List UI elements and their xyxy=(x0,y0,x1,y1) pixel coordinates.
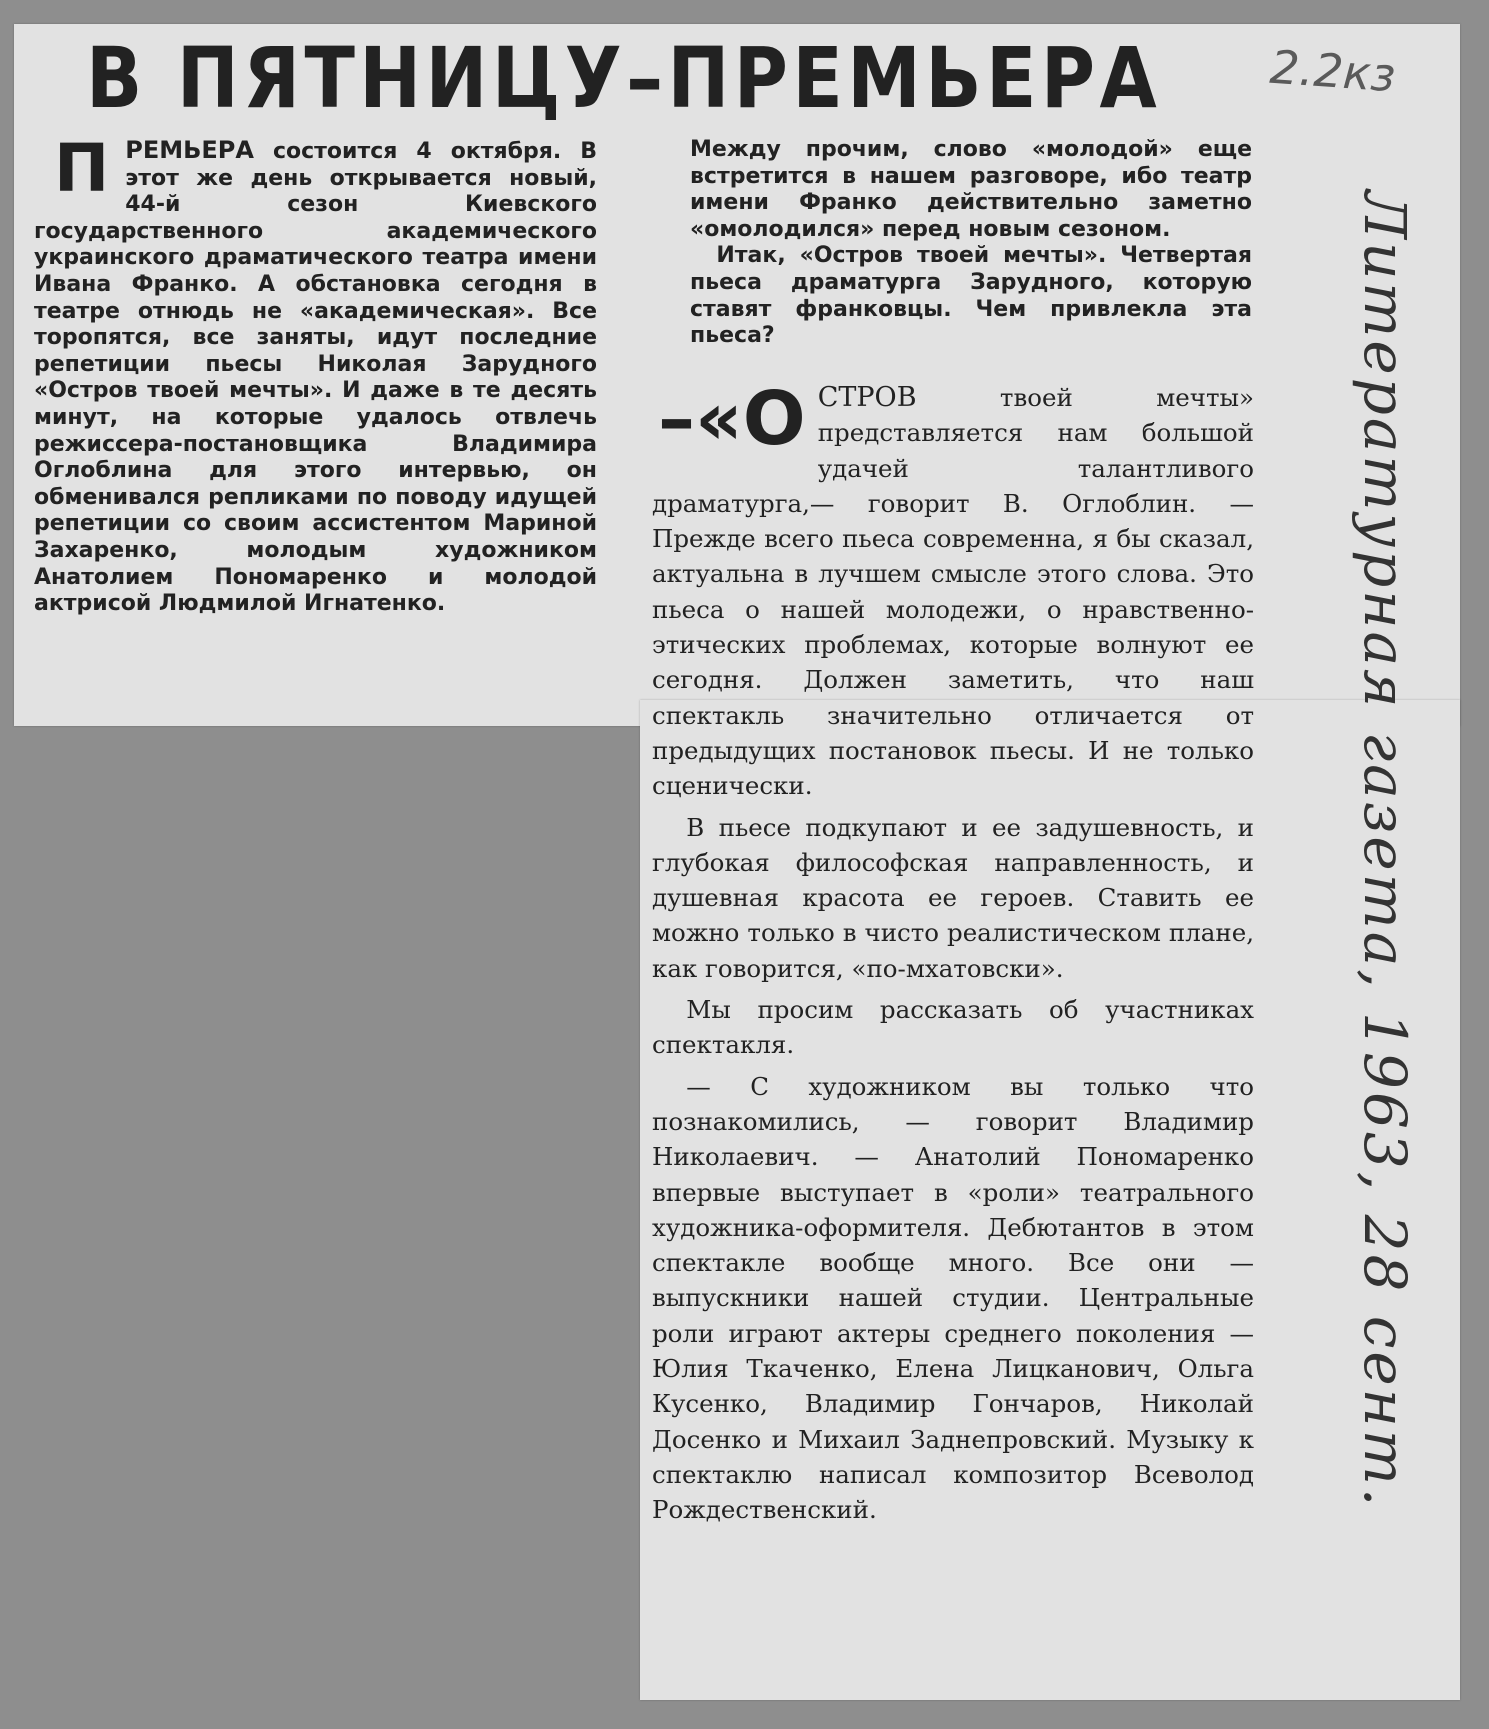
handwritten-source-note: Литературная газета, 1963, 28 сент. xyxy=(1351,190,1419,1510)
article-headline: В ПЯТНИЦУ–ПРЕМЬЕРА xyxy=(86,29,1162,127)
lead-word: РЕМЬЕРА xyxy=(125,136,254,164)
dropcap-quote: –«О xyxy=(658,376,806,462)
lead-word: СТРОВ xyxy=(817,382,917,413)
interview-paragraph xyxy=(652,376,1254,804)
interview-paragraph: Мы просим рассказать об участниках спектакля. xyxy=(652,995,1254,1060)
left-column xyxy=(34,130,597,618)
dropcap-letter: П xyxy=(54,130,110,207)
right-column-intro xyxy=(690,137,1252,350)
interview-paragraph: В пьесе подкупают и ее задушевность, и глубокая философская направленность, и душевная красота ее героев. Ставить ее можно только в чисто реалистическом плане, как говорится, «по-мхатовски». xyxy=(652,812,1254,983)
left-column-paragraph xyxy=(34,130,597,618)
intro-paragraph: Итак, «Остров твоей мечты». Четвертая пьеса драматурга Зарудного, которую ставят франковцы. Чем привлекла эта пьеса? xyxy=(690,243,1252,349)
left-column-text: состоится 4 октября. В этот же день открывается новый, 44-й сезон Киевского государственного академического украинского драматического театра имени Ивана Франко. А обстановка сегодня в театре отнюдь не «академическая». Все торопятся, все заняты, идут последние репетиции пьесы Николая Зарудного «Остров твоей мечты». И даже в те десять минут, на которые удалось отвлечь режиссера-постановщика Владимира Оглоблина для этого интервью, он обменивался репликами по поводу идущей репетиции со своим ассистентом Мариной Захаренко, молодым художником Анатолием Пономаренко и молодой актрисой Людмилой Игнатенко. xyxy=(34,139,597,617)
right-column-body xyxy=(652,376,1254,1534)
interview-paragraph: — С художником вы только что познакомились, — говорит Владимир Николаевич. — Анатолий Пономаренко впервые выступает в «роли» театрального художника-оформителя. Дебютантов в этом спектакле вообще много. Все они — выпускники нашей студии. Центральные роли играют актеры среднего поколения — Юлия Ткаченко, Елена Лицканович, Ольга Кусенко, Владимир Гончаров, Николай Досенко и Михаил Заднепровский. Музыку к спектаклю написал композитор Всеволод Рождественский. xyxy=(652,1071,1254,1525)
intro-paragraph: Между прочим, слово «молодой» еще встретится в нашем разговоре, ибо театр имени Франко действительно заметно «омолодился» перед новым сезоном. xyxy=(690,137,1252,242)
interview-first-text: твоей мечты» представляется нам большой удачей талантливого драматурга,— говорит В. Оглоблин. — Прежде всего пьеса современна, я бы сказал, актуальна в лучшем смысле этого слова. Это пьеса о нашей молодежи, о нравственно-этических проблемах, которые волнуют ее сегодня. Должен заметить, что наш спектакль значительно отличается от предыдущих постановок пьесы. И не только сценически. xyxy=(652,383,1254,801)
handwritten-archive-code: 2.2кз xyxy=(1268,39,1398,103)
